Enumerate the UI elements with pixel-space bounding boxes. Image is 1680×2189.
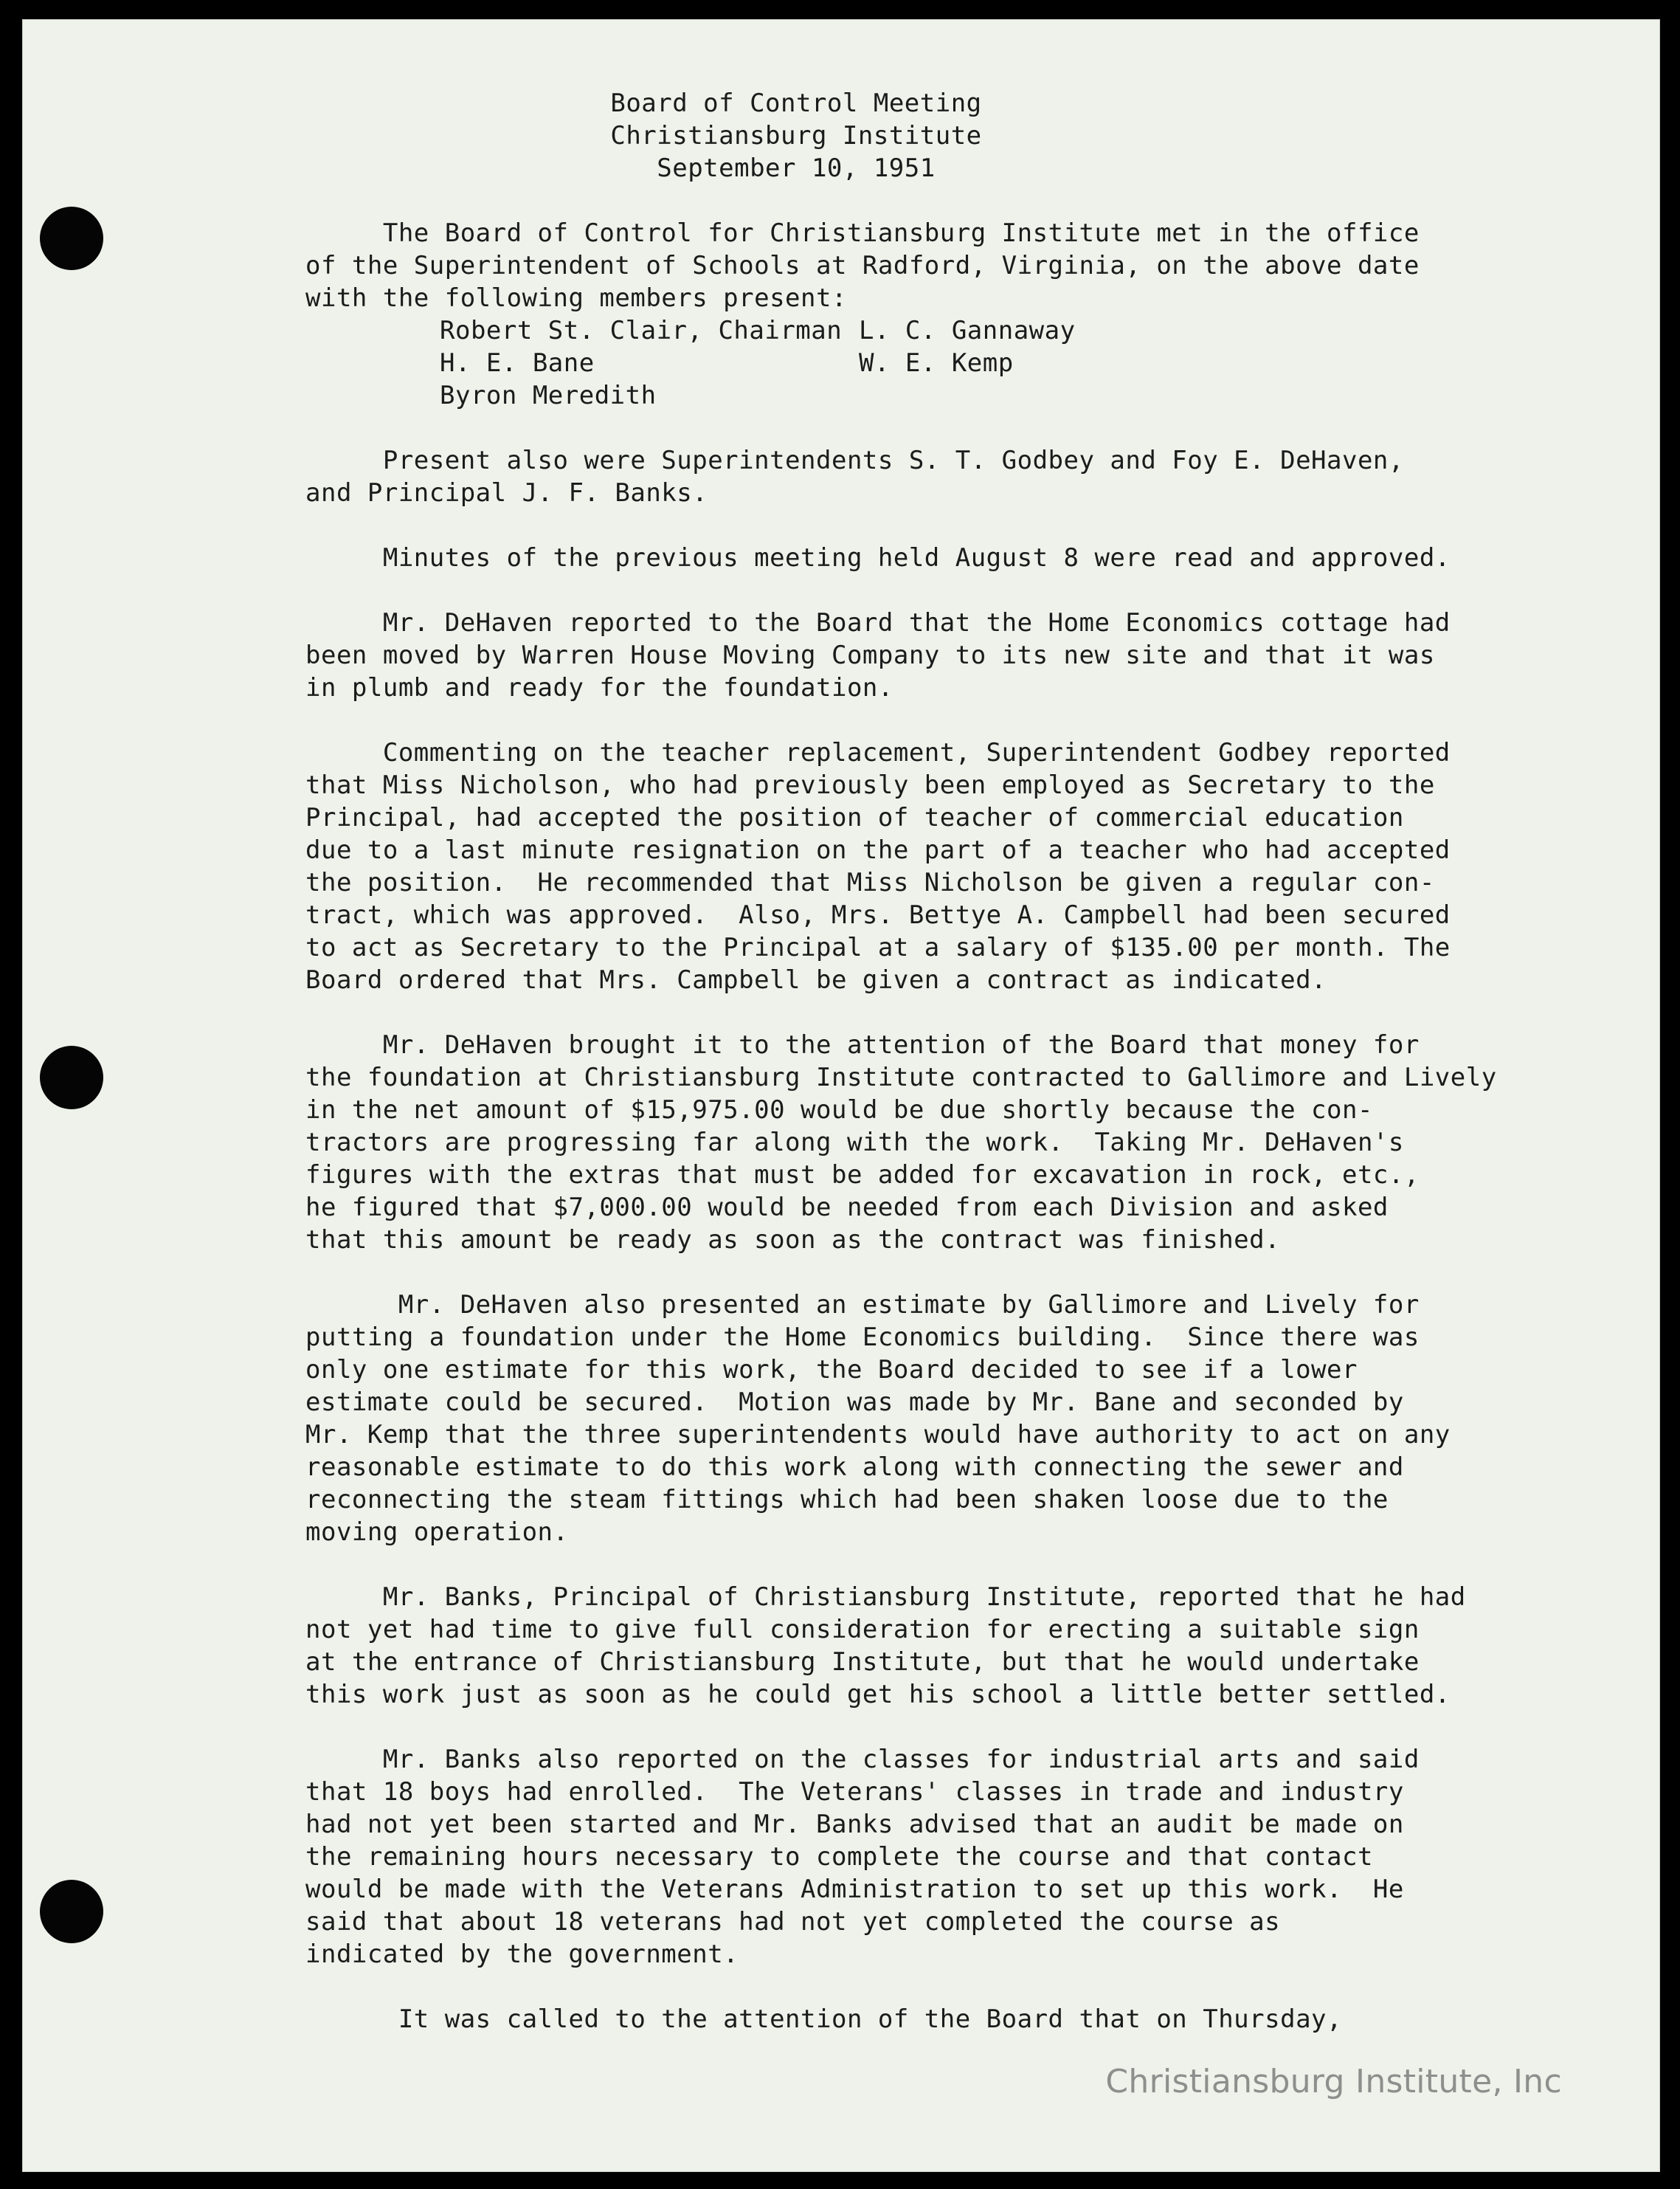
members-row [305,379,1589,412]
text-line: that Miss Nicholson, who had previously been employed as Secretary to the [305,771,1435,800]
header-date: September 10, 1951 [657,154,936,183]
text-line: moving operation. [305,1517,569,1547]
minutes-paragraph [305,1581,1589,1711]
member-name: H. E. Bane [440,348,595,378]
members-list [305,314,1589,412]
text-line: indicated by the government. [305,1940,739,1969]
text-line: Present also were Superintendents S. T. Godbey and Foy E. DeHaven, [305,446,1404,475]
document-header [305,87,1287,185]
text-line: this work just as soon as he could get his school a little better settled. [305,1680,1451,1709]
header-institution: Christiansburg Institute [610,121,982,151]
minutes-paragraph [305,737,1589,996]
members-row [305,347,1589,379]
text-line: figures with the extras that must be added for excavation in rock, etc., [305,1160,1420,1190]
text-line: The Board of Control for Christiansburg Institute met in the office [305,218,1420,248]
header-title: Board of Control Meeting [610,89,982,118]
text-line: Commenting on the teacher replacement, Superintendent Godbey reported [305,738,1451,768]
text-line: the position. He recommended that Miss Nicholson be given a regular con- [305,868,1435,897]
text-line: Mr. DeHaven also presented an estimate by Gallimore and Lively for [305,1290,1420,1320]
member-name: Byron Meredith [440,381,657,410]
punch-hole [40,1880,103,1943]
text-line: Principal, had accepted the position of teacher of commercial education [305,803,1404,832]
text-line: been moved by Warren House Moving Company to its new site and that it was [305,641,1435,670]
text-line: and Principal J. F. Banks. [305,478,708,508]
text-line: tractors are progressing far along with the work. Taking Mr. DeHaven's [305,1128,1404,1157]
text-line: Mr. Kemp that the three superintendents would have authority to act on any [305,1420,1451,1449]
text-line: Mr. Banks also reported on the classes for industrial arts and said [305,1745,1420,1774]
minutes-paragraph [305,2003,1589,2035]
text-line: with the following members present: [305,283,847,313]
typed-minutes [305,87,1589,2035]
text-line: at the entrance of Christiansburg Institute, but that he would undertake [305,1647,1420,1677]
minutes-paragraph [305,1743,1589,1971]
text-line: putting a foundation under the Home Economics building. Since there was [305,1323,1420,1352]
text-line: not yet had time to give full consideration for erecting a suitable sign [305,1615,1420,1644]
text-line: Mr. Banks, Principal of Christiansburg Institute, reported that he had [305,1582,1466,1612]
text-line: Mr. DeHaven reported to the Board that the Home Economics cottage had [305,608,1451,638]
text-line: to act as Secretary to the Principal at a salary of $135.00 per month. The [305,933,1451,962]
text-line: in the net amount of $15,975.00 would be due shortly because the con- [305,1095,1373,1125]
text-line: estimate could be secured. Motion was made by Mr. Bane and seconded by [305,1387,1404,1417]
member-name: W. E. Kemp [859,348,1014,378]
member-name: Robert St. Clair, Chairman [440,316,843,345]
text-line: the remaining hours necessary to complete the course and that contact [305,1842,1373,1872]
text-line: he figured that $7,000.00 would be needed from each Division and asked [305,1193,1389,1222]
minutes-paragraph [305,444,1589,509]
text-line: would be made with the Veterans Administration to set up this work. He [305,1875,1404,1904]
text-line: of the Superintendent of Schools at Radford, Virginia, on the above date [305,251,1420,280]
text-line: Mr. DeHaven brought it to the attention of the Board that money for [305,1030,1420,1060]
text-line: Minutes of the previous meeting held August 8 were read and approved. [305,543,1451,573]
minutes-body [305,444,1589,2035]
watermark: Christiansburg Institute, Inc [1105,2063,1562,2100]
punch-hole [40,1046,103,1109]
text-line: only one estimate for this work, the Board decided to see if a lower [305,1355,1358,1385]
text-line: the foundation at Christiansburg Institute contracted to Gallimore and Lively [305,1063,1497,1092]
minutes-paragraph [305,1289,1589,1548]
text-line: due to a last minute resignation on the part of a teacher who had accepted [305,835,1451,865]
text-line: that this amount be ready as soon as the contract was finished. [305,1225,1281,1255]
intro-paragraph [305,217,1589,314]
text-line: in plumb and ready for the foundation. [305,673,893,703]
text-line: Board ordered that Mrs. Campbell be given a contract as indicated. [305,965,1327,995]
members-row [305,314,1589,347]
member-name: L. C. Gannaway [859,316,1076,345]
text-line: It was called to the attention of the Board that on Thursday, [305,2004,1342,2034]
punch-hole [40,207,103,270]
text-line: tract, which was approved. Also, Mrs. Bettye A. Campbell had been secured [305,900,1451,930]
minutes-paragraph [305,542,1589,574]
text-line: had not yet been started and Mr. Banks advised that an audit be made on [305,1810,1404,1839]
minutes-paragraph [305,607,1589,704]
text-line: reasonable estimate to do this work along with connecting the sewer and [305,1452,1404,1482]
text-line: said that about 18 veterans had not yet completed the course as [305,1907,1281,1937]
minutes-paragraph [305,1029,1589,1256]
text-line: reconnecting the steam fittings which had been shaken loose due to the [305,1485,1389,1514]
text-line: that 18 boys had enrolled. The Veterans' classes in trade and industry [305,1777,1404,1807]
